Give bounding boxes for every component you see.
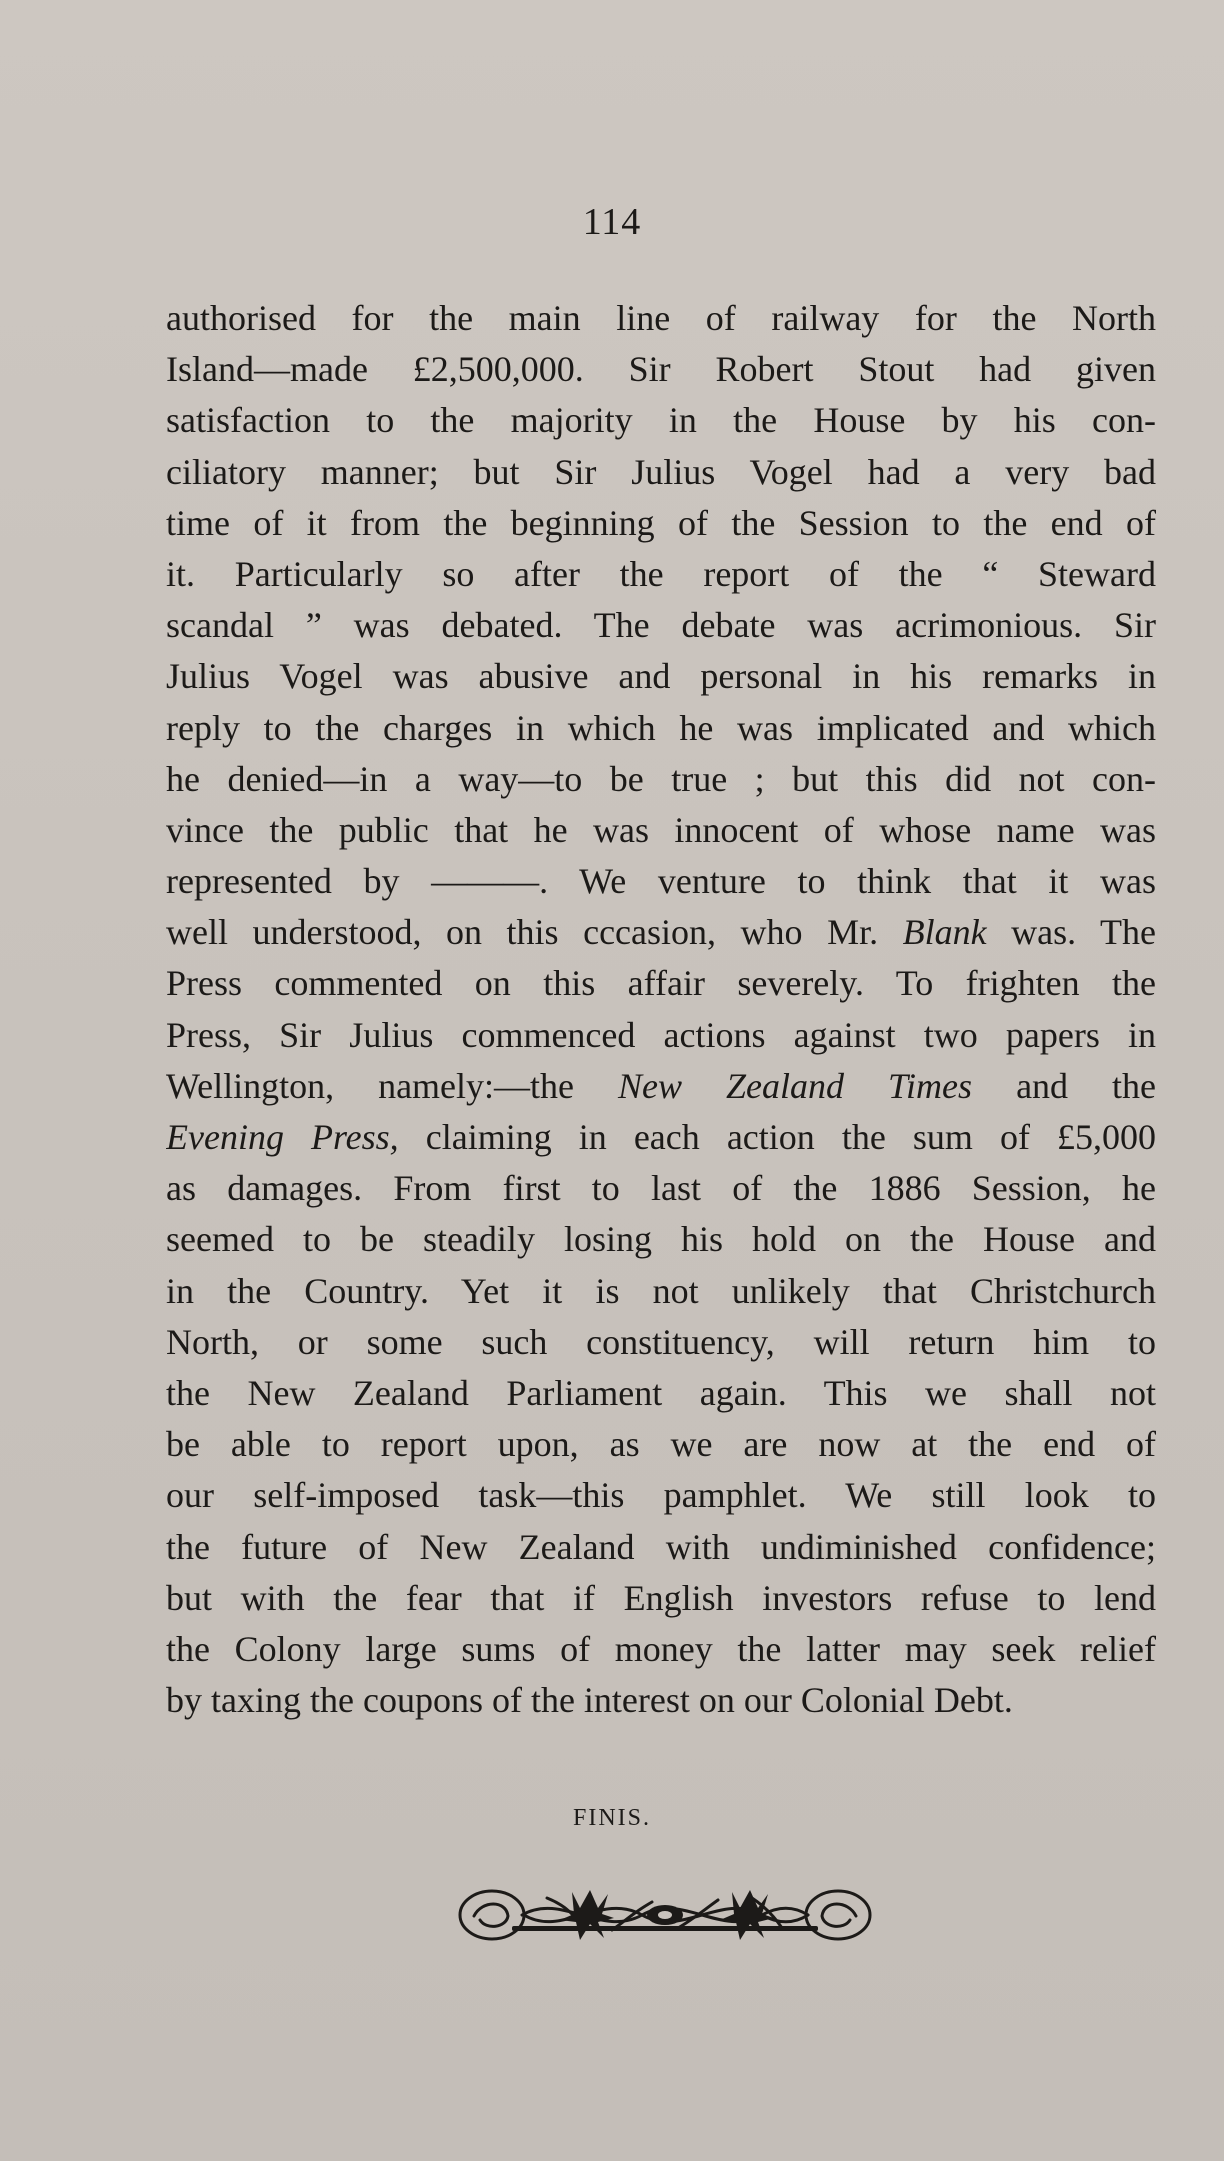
text-line: he denied—in a way—to be true ; but this did not con- xyxy=(166,758,1156,799)
text-line: in the Country. Yet it is not unlikely that Christchurch xyxy=(166,1270,1156,1311)
text-line: be able to report upon, as we are now at the end of xyxy=(166,1424,1156,1465)
text-line-mr-blank xyxy=(166,907,1156,958)
text-line: the New Zealand Parliament again. This we shall not xyxy=(166,1372,1156,1413)
text-segment: Wellington, namely:—the xyxy=(166,1065,575,1106)
text-line: the future of New Zealand with undiminished confidence; xyxy=(166,1526,1156,1567)
text-line-newspapers xyxy=(166,1061,1156,1112)
text-line: North, or some such constituency, will return him to xyxy=(166,1321,1156,1362)
text-line: as damages. From first to last of the 1886 Session, he xyxy=(166,1168,1156,1209)
text-line: Julius Vogel was abusive and personal in his remarks in xyxy=(166,656,1156,697)
italic-newspaper-title: Evening Press, xyxy=(166,1117,399,1157)
fleuron-ornament-icon xyxy=(452,1878,878,1952)
text-line: satisfaction to the majority in the House by his con- xyxy=(166,400,1156,441)
text-line: time of it from the beginning of the Session to the end of xyxy=(166,502,1156,543)
text-line-evening-press xyxy=(166,1112,1156,1163)
text-line: reply to the charges in which he was implicated and which xyxy=(166,707,1156,748)
text-line: represented by ———. We venture to think that it was xyxy=(166,861,1156,902)
text-line: Island—made £2,500,000. Sir Robert Stout had given xyxy=(166,349,1156,390)
text-line: authorised for the main line of railway for the North xyxy=(166,298,1156,338)
text-segment: was. The xyxy=(1011,912,1156,953)
text-line: by taxing the coupons of the interest on our Colonial Debt. xyxy=(166,1680,1013,1721)
text-line: the Colony large sums of money the latter may seek relief xyxy=(166,1628,1156,1669)
text-line: ciliatory manner; but Sir Julius Vogel had a very bad xyxy=(166,451,1156,492)
italic-name-blank: Blank xyxy=(902,912,987,953)
body-text xyxy=(166,293,1156,1726)
text-segment: and the xyxy=(1016,1065,1156,1106)
page-number: 114 xyxy=(582,201,642,243)
text-line: vince the public that he was innocent of whose name was xyxy=(166,809,1156,850)
text-segment: claiming in each action the sum of £5,000 xyxy=(425,1117,1156,1157)
finis-label: FINIS. xyxy=(572,1805,651,1831)
italic-newspaper-title: New Zealand Times xyxy=(618,1065,973,1106)
text-segment: well understood, on this cccasion, who Mr. xyxy=(166,912,879,953)
text-line: it. Particularly so after the report of the “ Steward xyxy=(166,553,1156,594)
text-line: but with the fear that if English investors refuse to lend xyxy=(166,1577,1156,1618)
text-line: our self-imposed task—this pamphlet. We still look to xyxy=(166,1475,1156,1516)
text-line: seemed to be steadily losing his hold on the House and xyxy=(166,1219,1156,1260)
text-line: scandal ” was debated. The debate was acrimonious. Sir xyxy=(166,605,1156,646)
text-line: Press, Sir Julius commenced actions against two papers in xyxy=(166,1014,1156,1055)
text-line: Press commented on this affair severely. To frighten the xyxy=(166,963,1156,1004)
